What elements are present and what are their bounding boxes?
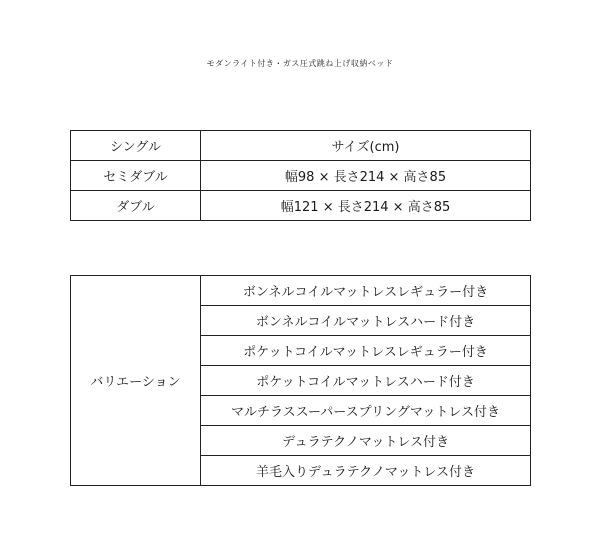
variation-item: ボンネルコイルマットレスハード付き <box>201 306 531 336</box>
variation-item: デュラテクノマットレス付き <box>201 426 531 456</box>
table-row <box>71 161 531 191</box>
table-row <box>71 276 531 306</box>
size-label-semi-double: セミダブル <box>71 161 201 191</box>
table-row <box>71 131 531 161</box>
variation-item: マルチラススーパースプリングマットレス付き <box>201 396 531 426</box>
variation-item: ボンネルコイルマットレスレギュラー付き <box>201 276 531 306</box>
size-value-double: 幅121 × 長さ214 × 高さ85 <box>201 191 531 221</box>
variation-item: ポケットコイルマットレスハード付き <box>201 366 531 396</box>
size-table <box>70 130 531 221</box>
variation-table <box>70 275 531 486</box>
size-value-header: サイズ(cm) <box>201 131 531 161</box>
size-label-single: シングル <box>71 131 201 161</box>
page-title: モダンライト付き・ガス圧式跳ね上げ収納ベッド <box>206 59 394 68</box>
variation-item: ポケットコイルマットレスレギュラー付き <box>201 336 531 366</box>
size-value-semi-double: 幅98 × 長さ214 × 高さ85 <box>201 161 531 191</box>
size-label-double: ダブル <box>71 191 201 221</box>
table-row <box>71 191 531 221</box>
variation-item: 羊毛入りデュラテクノマットレス付き <box>201 456 531 486</box>
variation-label: バリエーション <box>71 276 201 486</box>
